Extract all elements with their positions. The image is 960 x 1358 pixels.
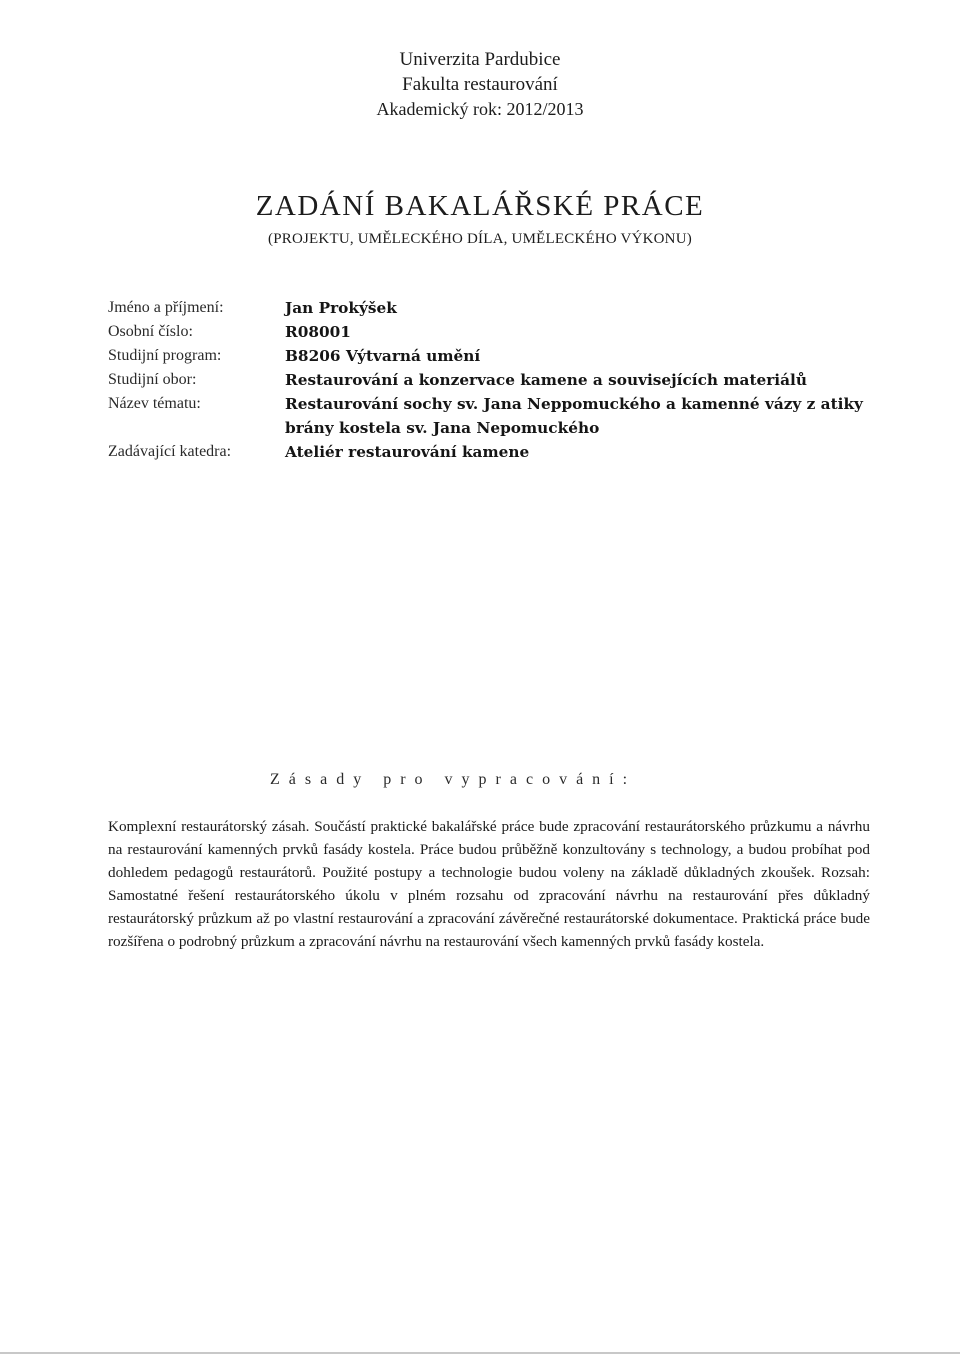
academic-year: Akademický rok: 2012/2013 (376, 99, 584, 119)
document-title: ZADÁNÍ BAKALÁŘSKÉ PRÁCE (255, 190, 705, 222)
document-subtitle: (PROJEKTU, UMĚLECKÉHO DÍLA, UMĚLECKÉHO VÝKONU) (268, 231, 692, 247)
title-block (0, 188, 960, 250)
document-header (0, 47, 960, 122)
personal-number-value: R08001 (285, 323, 351, 341)
study-field-label: Studijní obor: (108, 371, 197, 388)
topic-label: Název tématu: (108, 395, 201, 412)
department-value: Ateliér restaurování kamene (285, 443, 530, 461)
name-value: Jan Prokýšek (285, 299, 397, 317)
study-program-label: Studijní program: (108, 347, 222, 364)
study-program-value: B8206 Výtvarná umění (285, 347, 481, 365)
name-label: Jméno a příjmení: (108, 299, 224, 316)
study-field-value: Restaurování a konzervace kamene a souvisejících materiálů (285, 371, 807, 389)
principles-paragraph: Komplexní restaurátorský zásah. Součástí praktické bakalářské práce bude zpracování restaurátorského průzkumu a návrhu na restaurování kamenných prvků fasády kostela. Práce budou průběžně konzultovány s technology, a budou probíhat pod dohledem pedagogů restaurátorů. Použité postupy a technologie budou voleny na základě důkladných zkoušek. Rozsah: Samostatné řešení restaurátorského úkolu v plném rozsahu od zpracování návrhu na restaurování přes důkladný restaurátorský průzkum až po vlastní restaurování a zpracování závěrečné restaurátorské dokumentace. Praktická práce bude rozšířena o podrobný průzkum a zpracování návrhu na restaurování všech kamenných prvků fasády kostela. (108, 818, 870, 950)
info-row-topic (108, 392, 908, 440)
faculty-name: Fakulta restaurování (402, 74, 558, 95)
topic-value: Restaurování sochy sv. Jana Neppomuckého a kamenné vázy z atiky brány kostela sv. Jana Nepomuckého (285, 395, 863, 437)
scan-bottom-edge (0, 1352, 960, 1354)
info-row-department (108, 440, 908, 464)
personal-number-label: Osobní číslo: (108, 323, 193, 340)
department-label: Zadávající katedra: (108, 443, 232, 460)
info-row-study-program (108, 344, 908, 368)
principles-heading: Zásady pro vypracování: (270, 771, 637, 788)
info-row-personal-number (108, 320, 908, 344)
info-row-name (108, 296, 908, 320)
student-info (108, 296, 908, 464)
info-row-study-field (108, 368, 908, 392)
university-name: Univerzita Pardubice (399, 49, 561, 70)
